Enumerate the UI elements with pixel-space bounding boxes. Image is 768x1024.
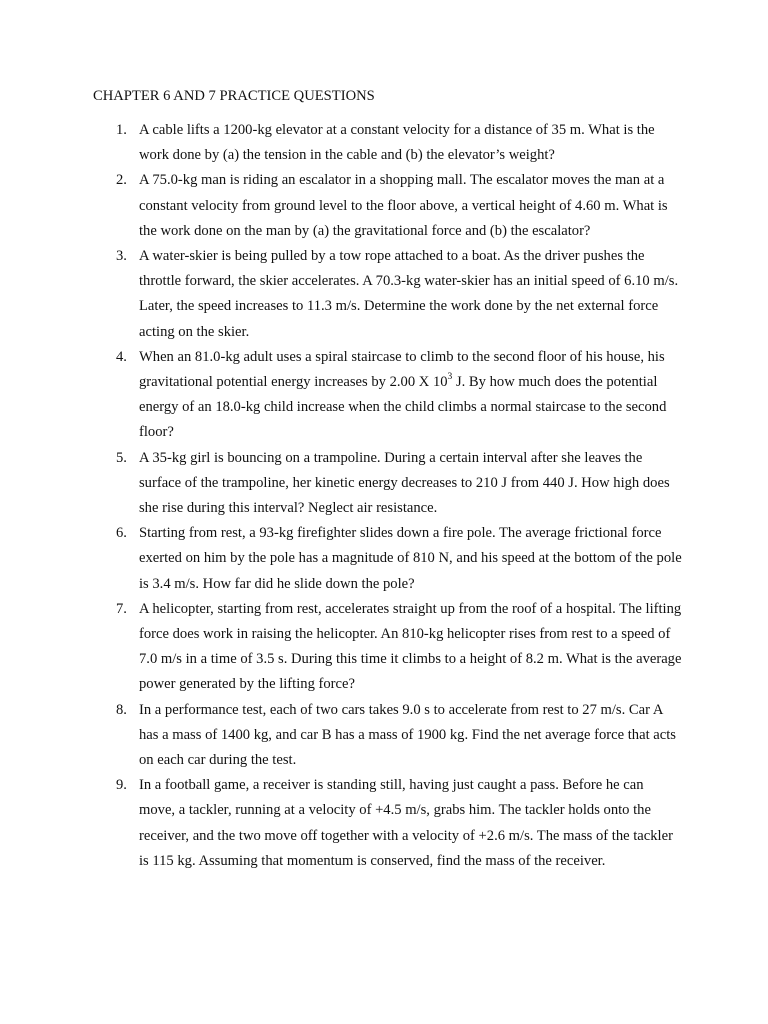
- question-item: [93, 597, 683, 698]
- question-number: 9.: [116, 777, 127, 794]
- question-item: [93, 521, 683, 597]
- question-number: 8.: [116, 701, 127, 718]
- question-text: Starting from rest, a 93-kg firefighter slides down a fire pole. The average frictional force exerted on him by the pole has a magnitude of 810 N, and his speed at the bottom of the pole is 3.4 m/s. How far did he slide down the pole?: [139, 525, 682, 592]
- question-number: 4.: [116, 348, 127, 365]
- question-text: In a football game, a receiver is standing still, having just caught a pass. Before he can move, a tackler, running at a velocity of +4.5 m/s, grabs him. The tackler holds onto the receiver, and the two move off together with a velocity of +2.6 m/s. The mass of the tackler is 115 kg. Assuming that momentum is conserved, find the mass of the receiver.: [139, 777, 673, 869]
- question-item: [93, 168, 683, 244]
- question-item: [93, 345, 683, 446]
- question-number: 2.: [116, 172, 127, 189]
- question-item: [93, 446, 683, 522]
- question-text: A cable lifts a 1200-kg elevator at a constant velocity for a distance of 35 m. What is the work done by (a) the tension in the cable and (b) the elevator’s weight?: [139, 122, 655, 164]
- question-text: In a performance test, each of two cars takes 9.0 s to accelerate from rest to 27 m/s. Car A has a mass of 1400 kg, and car B has a mass of 1900 kg. Find the net average force that acts on each car during the test.: [139, 701, 676, 769]
- question-text-part: J. By how much does the potential energy of an 18.0-kg child increase when the child climbs a normal staircase to the second floor?: [139, 374, 667, 441]
- question-item: [93, 244, 683, 345]
- question-number: 6.: [116, 525, 127, 542]
- question-text: A helicopter, starting from rest, accelerates straight up from the roof of a hospital. The lifting force does work in raising the helicopter. An 810-kg helicopter rises from rest to a speed of 7.0 m/s in a time of 3.5 s. During this time it climbs to a height of 8.2 m. What is the average power generated by the lifting force?: [139, 600, 682, 693]
- question-number: 5.: [116, 449, 127, 466]
- question-item: [93, 773, 683, 874]
- question-number: 1.: [116, 122, 127, 138]
- question-text: [139, 345, 683, 446]
- question-number: 7.: [116, 600, 127, 617]
- question-text: A water-skier is being pulled by a tow rope attached to a boat. As the driver pushes the throttle forward, the skier accelerates. A 70.3-kg water-skier has an initial speed of 6.10 m/s. Later, the speed increases to 11.3 m/s. Determine the work done by the net external force acting on the skier.: [139, 248, 679, 340]
- question-text: A 35-kg girl is bouncing on a trampoline. During a certain interval after she leaves the surface of the trampoline, her kinetic energy decreases to 210 J from 440 J. How high does she rise during this interval? Neglect air resistance.: [139, 449, 670, 517]
- question-item: [93, 118, 683, 168]
- question-text: A 75.0-kg man is riding an escalator in a shopping mall. The escalator moves the man at a constant velocity from ground level to the floor above, a vertical height of 4.60 m. What is the work done on the man by (a) the gravitational force and (b) the escalator?: [139, 172, 668, 239]
- question-list: [93, 118, 683, 874]
- question-text-part: When an 81.0-kg adult uses a spiral staircase to climb to the second floor of his house, his gravitational potential energy increases by 2.00 X 10: [139, 348, 665, 391]
- question-number: 3.: [116, 248, 127, 265]
- exponent: 3: [447, 372, 453, 383]
- document-title: CHAPTER 6 AND 7 PRACTICE QUESTIONS: [93, 88, 375, 104]
- question-item: [93, 698, 683, 774]
